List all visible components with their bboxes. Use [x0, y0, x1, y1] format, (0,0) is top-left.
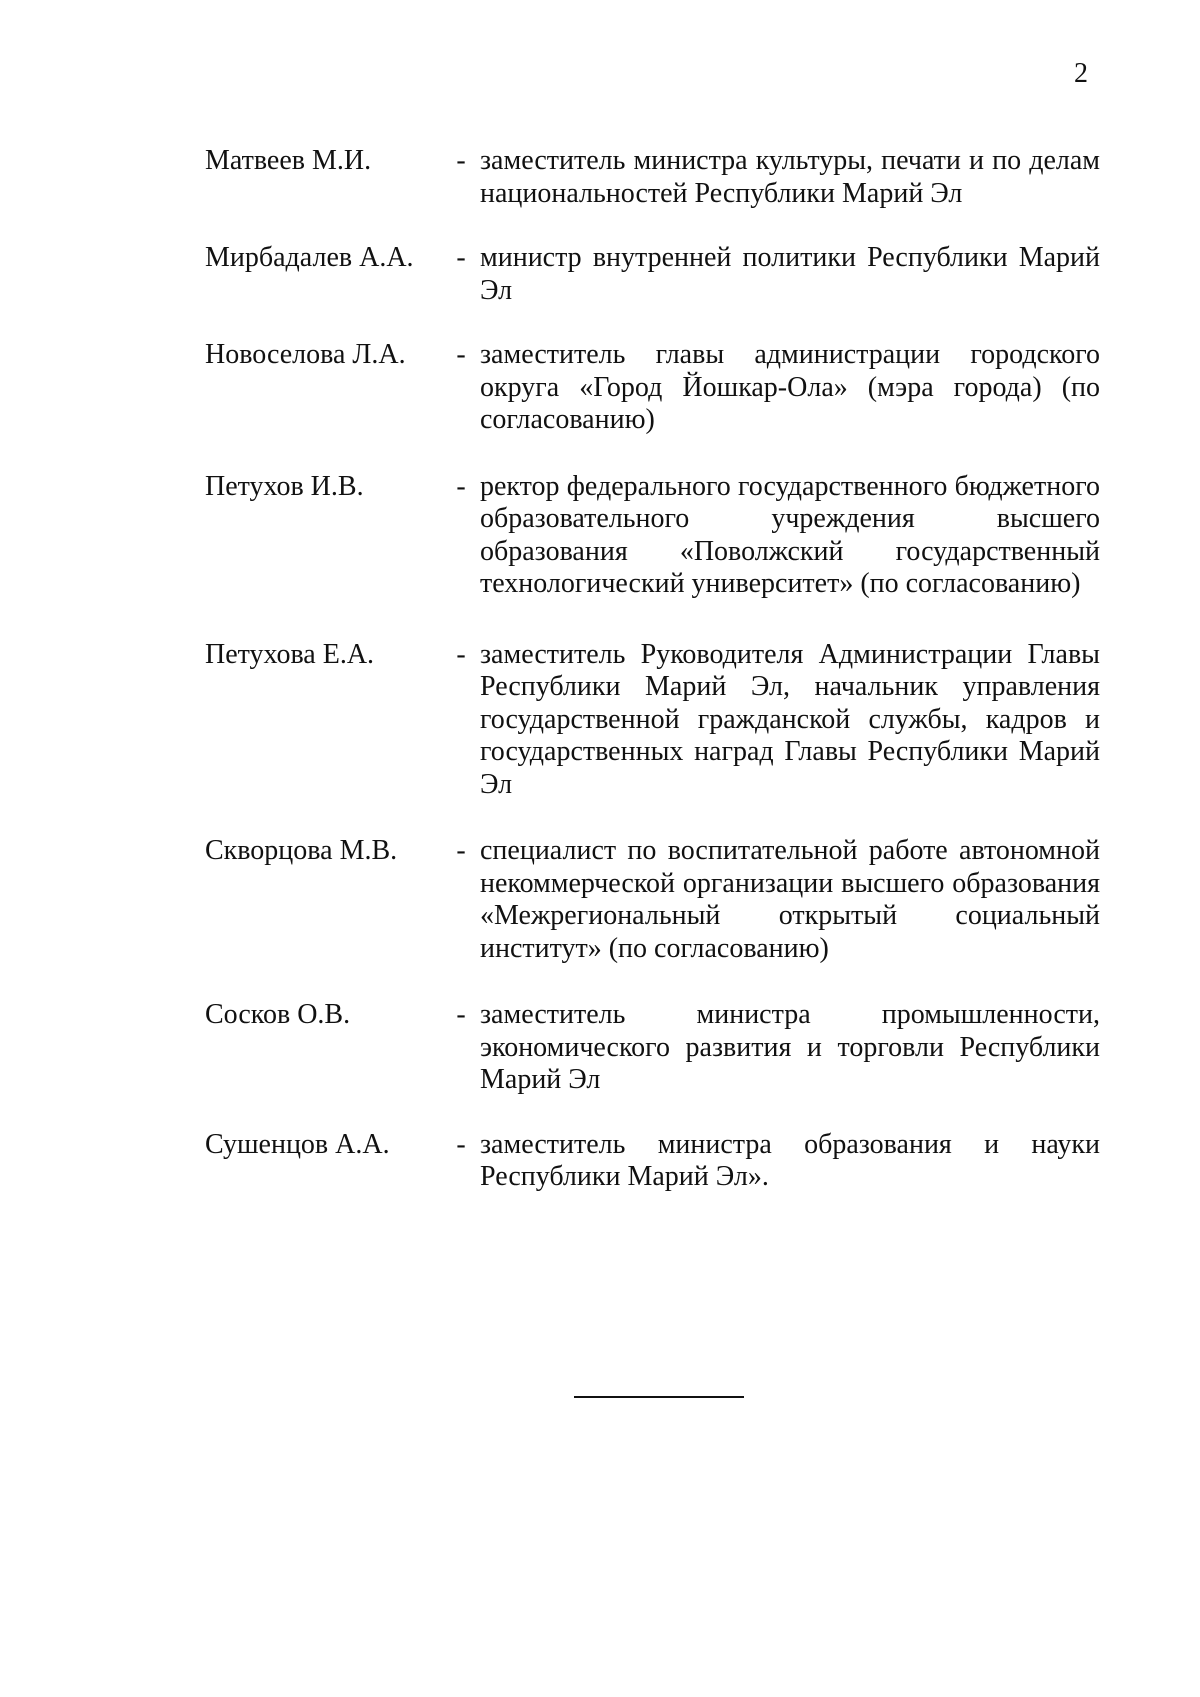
member-role: заместитель главы администрации городского округа «Город Йошкар-Ола» (мэра города) (по согласованию)	[480, 339, 1100, 435]
member-role: заместитель министра образования и науки Республики Марий Эл».	[480, 1128, 1100, 1192]
member-entry	[205, 835, 1100, 965]
member-name: Новоселова Л.А.	[205, 339, 406, 370]
member-entry	[205, 639, 1100, 802]
member-dash: -	[456, 638, 466, 670]
member-role: заместитель министра культуры, печати и по делам национальностей Республики Марий Эл	[480, 145, 1100, 209]
member-dash: -	[456, 1128, 466, 1160]
member-role: ректор федерального государственного бюджетного образовательного учреждения высшего образования «Поволжский государственный технологический университет» (по согласованию)	[480, 470, 1100, 599]
member-entry	[205, 145, 1100, 210]
member-name: Сушенцов А.А.	[205, 1128, 390, 1160]
member-role: заместитель Руководителя Администрации Главы Республики Марий Эл, начальник управления государственной гражданской службы, кадров и государственных наград Главы Республики Марий Эл	[480, 638, 1100, 800]
member-name: Матвеев М.И.	[205, 145, 372, 176]
member-role: министр внутренней политики Республики Марий Эл	[480, 242, 1100, 306]
end-rule	[574, 1396, 744, 1398]
member-entry	[205, 1129, 1100, 1194]
member-entry	[205, 471, 1100, 601]
page-number: 2	[1074, 58, 1088, 89]
member-role: специалист по воспитательной работе автономной некоммерческой организации высшего образования «Межрегиональный открытый социальный институт» (по согласованию)	[480, 835, 1100, 964]
members-list	[205, 145, 1100, 1194]
member-dash: -	[456, 999, 466, 1030]
member-role: заместитель министра промышленности, экономического развития и торговли Республики Марий Эл	[480, 999, 1100, 1095]
member-entry	[205, 242, 1100, 307]
member-dash: -	[456, 470, 466, 502]
member-name: Мирбадалев А.А.	[205, 242, 414, 273]
member-dash: -	[456, 835, 466, 866]
member-dash: -	[456, 242, 466, 273]
member-name: Петухова Е.А.	[205, 638, 375, 670]
member-entry	[205, 339, 1100, 437]
member-name: Скворцова М.В.	[205, 835, 398, 866]
member-name: Петухов И.В.	[205, 470, 364, 502]
member-name: Сосков О.В.	[205, 999, 351, 1030]
member-dash: -	[456, 145, 466, 176]
member-entry	[205, 999, 1100, 1097]
member-dash: -	[456, 339, 466, 370]
